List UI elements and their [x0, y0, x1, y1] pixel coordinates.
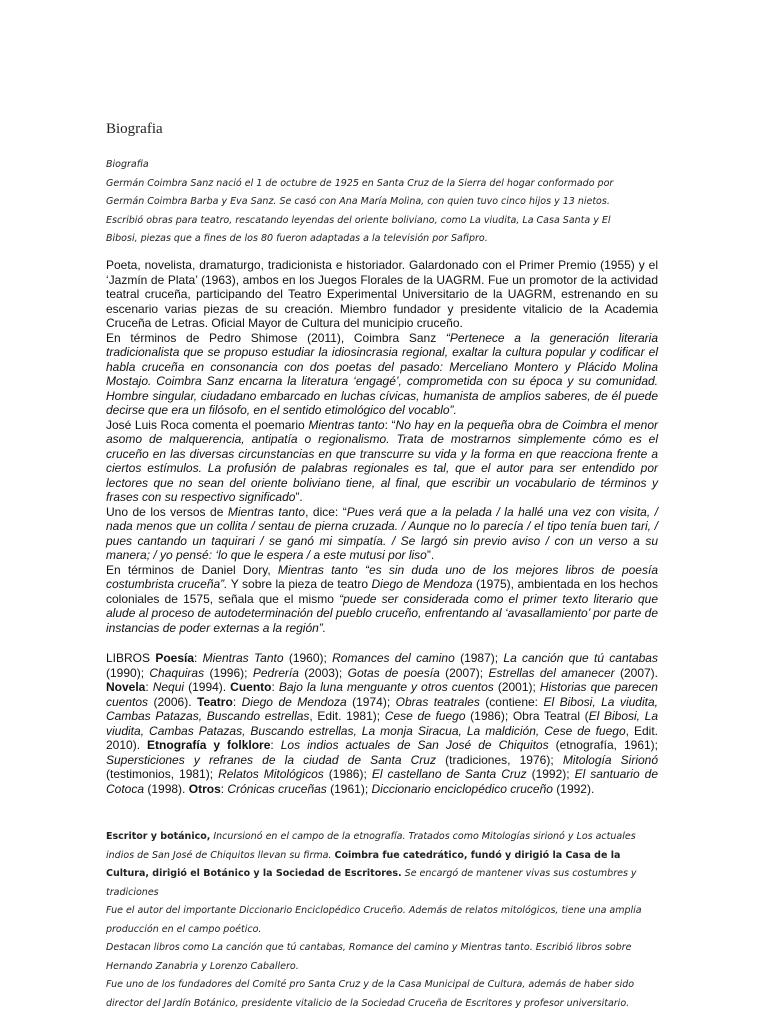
genre-list: : Bajo la luna menguante y otros cuentos (2001); Historias que parecen cuentos (2006).: [106, 680, 658, 709]
genre-label: Teatro: [197, 694, 233, 709]
book-title: Mientras tanto: [227, 504, 306, 519]
closing-paragraph: [106, 828, 658, 902]
bio-quote: Mientras tanto “es sin duda uno de los mejores libros de poesía costumbrista cruceña”.: [106, 562, 658, 591]
intro-line: Bibosi, piezas que a fines de los 80 fueron adaptadas a la televisión por Safipro.: [106, 233, 488, 244]
bio-text: José Luis Roca comenta el poemario: [106, 417, 309, 432]
bio-text: : “: [384, 417, 396, 432]
biography-body: [106, 258, 658, 635]
intro-line: Germán Coimbra Sanz nació el 1 de octubre de 1925 en Santa Cruz de la Sierra del hogar conformado por: [106, 177, 614, 189]
bio-text: Y sobre la pieza de teatro: [227, 577, 372, 591]
page-title: Biografia: [106, 121, 163, 137]
bio-text: En términos de Pedro Shimose (2011), Coimbra Sanz: [106, 330, 446, 345]
bio-quote: No hay en la pequeña obra de Coimbra el menor asomo de malquerencia, antipatía o regionalismo. Trata de mostrarnos simplemente cómo es el cruceño en las diversas circunstancias en que transcurre su vida y la forma en que reacciona frente a ciertos estímulos. La profusión de palabras regionales es tal, que el autor para ser entendido por lectores que no sean del oriente boliviano tiene, al final, que escribir un vocabulario de términos y frases con su respectivo significado: [106, 417, 658, 504]
books-section: [106, 651, 658, 796]
closing-text: Incursionó en el campo de la etnografía. Tratados como Mitologías sirionó y Los actuales indios de San José de Chiquitos llevan su firma.: [106, 831, 636, 861]
book-title: Mientras tanto: [308, 417, 385, 432]
bio-text: ”.: [426, 548, 435, 562]
bio-paragraph: Poeta, novelista, dramaturgo, tradicionista e historiador. Galardonado con el Primer Premio (1955) y el ‘Jazmín de Plata’ (1963), ambos en los Juegos Florales de la UAGRM. Fue un promotor de la actividad teatral cruceña, participando del Teatro Experimental Universitario de la UAGRM, estrenando en su escenario varias piezas de su creación. Miembro fundador y presidente vitalicio de la Academia Cruceña de Letras. Oficial Mayor de Cultura del municipio cruceño.: [106, 258, 658, 330]
genre-label: Etnografía y folklore: [147, 738, 271, 752]
closing-paragraph: Destacan libros como La canción que tú cantabas, Romance del camino y Mientras tanto. Escribió libros sobre Hernando Zanabria y Lorenzo Caballero.: [106, 942, 632, 972]
bio-text: , dice: “: [305, 504, 347, 519]
genre-label: Poesía: [155, 651, 195, 665]
closing-text: Se encargó de mantener vivas sus costumbres y tradiciones: [106, 868, 637, 898]
closing-section: [106, 828, 658, 1013]
bio-quote: Pues verá que a la pelada / la hallé una vez con visita, / nada menos que un collita / sentau de pierna cruzada. / Aunque no lo parecía / el tipo tenía buen tari, / pues cantando un taquirari / se ganó mi simpatía. / Se largó sin previo aviso / con un verso a su manera; / yo pensé: ‘lo que le espera / a este mutusi por liso: [106, 504, 658, 562]
closing-paragraph: Fue uno de los fundadores del Comité pro Santa Cruz y de la Casa Municipal de Cultura, además de haber sido director del Jardín Botánico, presidente vitalicio de la Sociedad Cruceña de Escritores y profesor universitario.: [106, 979, 635, 1009]
bio-text: (1975), ambientada en los hechos coloniales de 1575, señala que el mismo: [106, 577, 658, 606]
genre-list: : Mientras Tanto (1960); Romances del camino (1987); La canción que tú cantabas (1990); Chaquiras (1996); Pedrería (2003); Gotas de poesía (2007); Estrellas del amanecer (2007).: [106, 651, 658, 680]
closing-paragraph: Fue el autor del importante Diccionario Enciclopédico Cruceño. Además de relatos mitológicos, tiene una amplia producción en el campo poético.: [106, 905, 642, 935]
genre-label: Cuento: [230, 680, 272, 694]
bio-text: ”.: [295, 490, 303, 504]
closing-bold: Coimbra fue catedrático, fundó y dirigió la Casa de la Cultura, dirigió el Botánico y la Sociedad de Escritores.: [106, 849, 621, 879]
books-paragraph: [106, 651, 658, 796]
genre-label: Otros: [188, 781, 221, 796]
bio-quote: “Pertenece a la generación literaria tradicionalista que se propuso estudiar la idiosincrasia regional, exaltar la cultura popular y codificar el habla cruceña en consonancia con dos poetas del pasado: Merceliano Montero y Plácido Molina Mostajo. Coimbra Sanz encarna la literatura ‘engagé’, comprometida con su época y su comunidad. Hombre singular, ciudadano embarcado en luchas cívicas, humanista de amplios saberes, de él puede decirse que era un filósofo, en el sentido etimológico del vocablo”.: [106, 330, 659, 417]
bio-text: Uno de los versos de: [106, 504, 228, 519]
genre-list: : Diego de Mendoza (1974); Obras teatrales (contiene: El Bibosi, La viudita, Cambas Patazas, Buscando estrellas, Edit. 1981); Cese de fuego (1986); Obra Teatral (El Bibosi, La viudita, Cambas Patazas, Buscando estrellas, La monja Siracua, La maldición, Cese de fuego, Edit. 2010).: [106, 694, 658, 752]
genre-list: : Nequi (1994).: [145, 680, 231, 694]
bio-quote: “puede ser considerada como el primer texto literario que alude al proceso de autodeterminación del pueblo cruceño, enfrentando al ‘avasallamiento’ por parte de instancias de poder externas a la región”.: [106, 591, 659, 635]
book-title: Diego de Mendoza: [371, 577, 473, 591]
bio-text: En términos de Daniel Dory,: [106, 562, 278, 577]
books-intro: LIBROS: [106, 651, 156, 665]
intro-section: [106, 156, 658, 249]
closing-bold: Escritor y botánico,: [106, 831, 211, 842]
bio-paragraph: [106, 331, 658, 418]
genre-label: Novela: [106, 680, 146, 694]
intro-line: Germán Coimbra Barba y Eva Sanz. Se casó con Ana María Molina, con quien tuvo cinco hijos y 13 nietos.: [106, 196, 610, 207]
bio-paragraph: [106, 563, 658, 636]
intro-label: Biografia: [106, 159, 149, 170]
genre-list: : Crónicas cruceñas (1961); Diccionario enciclopédico cruceño (1992).: [220, 781, 595, 796]
bio-paragraph: [106, 418, 658, 505]
bio-paragraph: [106, 505, 658, 563]
intro-line: Escribió obras para teatro, rescatando leyendas del oriente boliviano, como La viudita, La Casa Santa y El: [106, 214, 611, 226]
genre-list: : Los indios actuales de San José de Chiquitos (etnografía, 1961); Supersticiones y refranes de la ciudad de Santa Cruz (tradiciones, 1976); Mitología Sirionó (testimonios, 1981); Relatos Mitológicos (1986); El castellano de Santa Cruz (1992); El santuario de Cotoca (1998).: [106, 738, 659, 796]
